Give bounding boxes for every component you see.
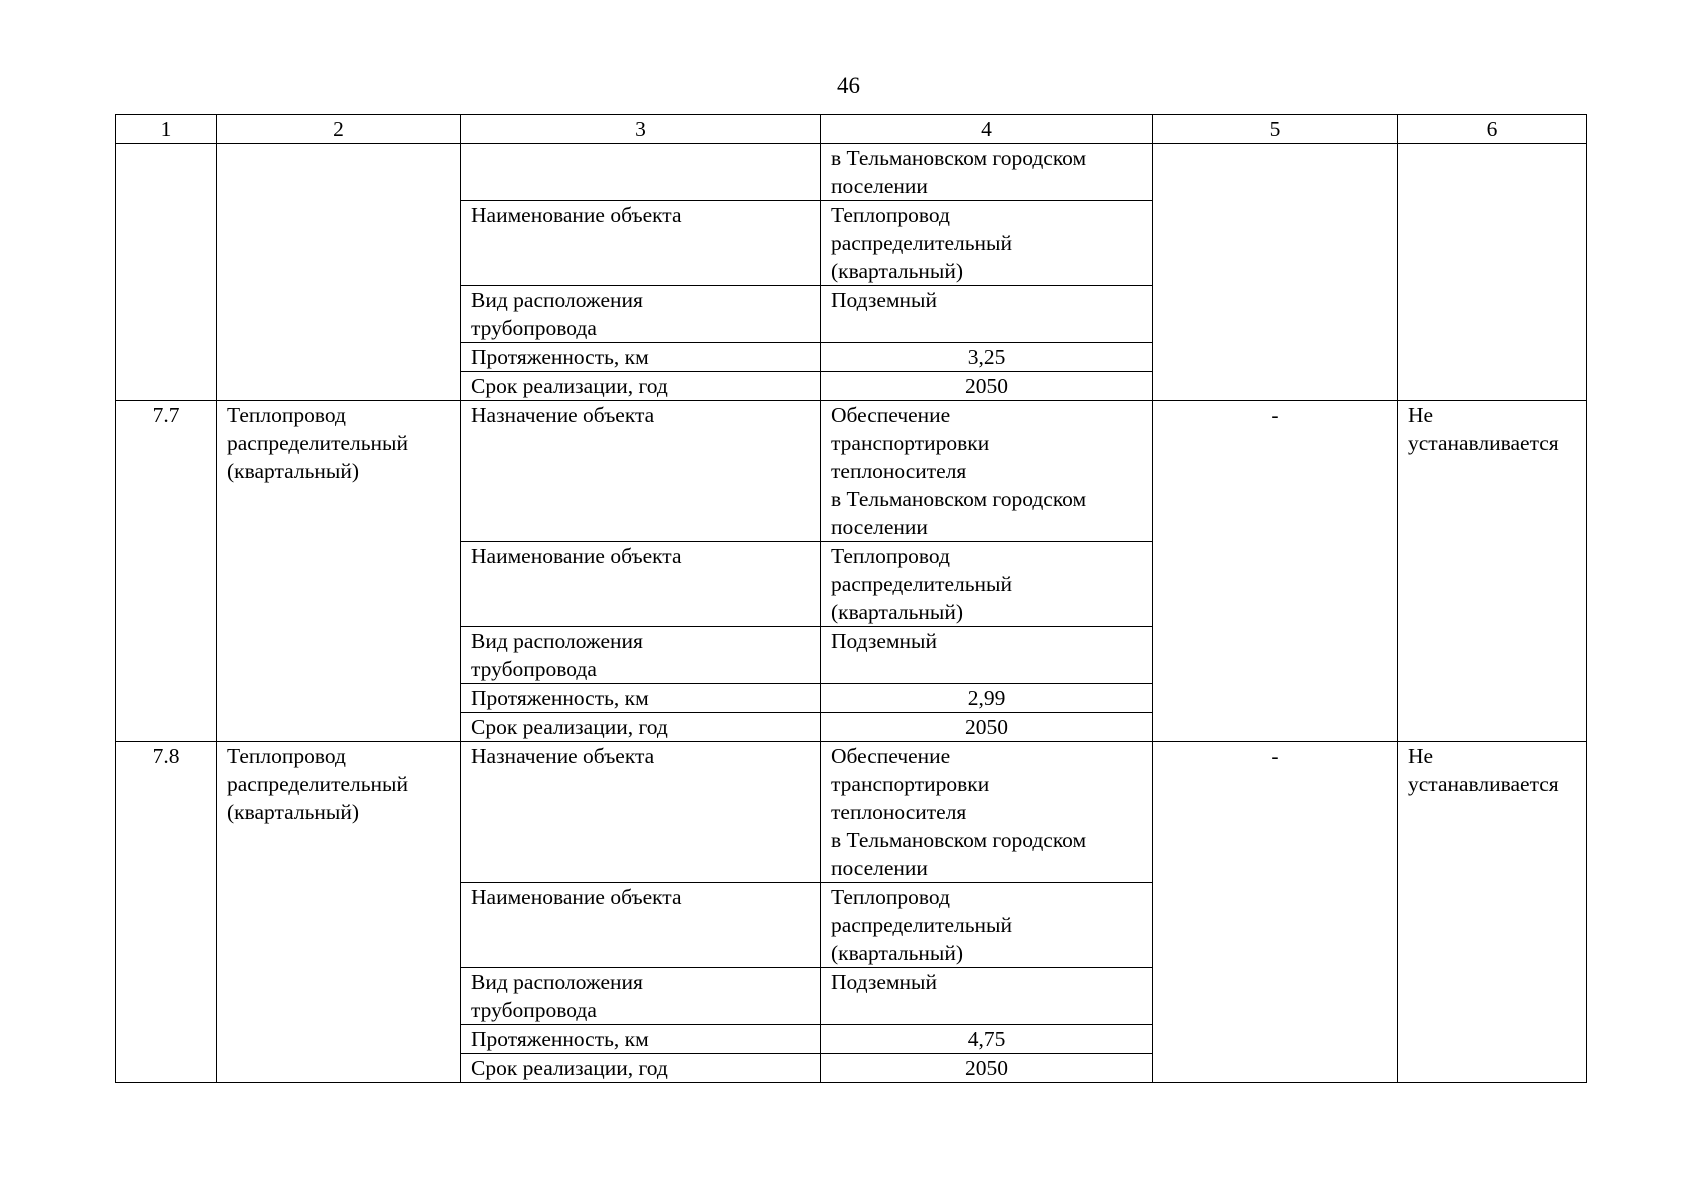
param-name: Назначение объекта: [461, 401, 821, 542]
table-row: [116, 742, 1587, 883]
item-name-cell: [217, 144, 461, 401]
param-name: Протяженность, км: [461, 684, 821, 713]
column-number: 5: [1153, 115, 1398, 144]
param-name: Срок реализации, год: [461, 372, 821, 401]
param-value: Теплопровод распределительный (квартальный): [821, 883, 1153, 968]
item-number-cell: [116, 144, 217, 401]
param-value: Подземный: [821, 968, 1153, 1025]
param-name: Протяженность, км: [461, 1025, 821, 1054]
param-value: Обеспечение транспортировки теплоносителя в Тельмановском городском поселении: [821, 742, 1153, 883]
param-name: Срок реализации, год: [461, 713, 821, 742]
param-value: 2050: [821, 1054, 1153, 1083]
col5-value: -: [1153, 401, 1398, 742]
param-value: Обеспечение транспортировки теплоносителя в Тельмановском городском поселении: [821, 401, 1153, 542]
item-number: 7.7: [116, 401, 217, 742]
param-name: Наименование объекта: [461, 542, 821, 627]
column-number: 3: [461, 115, 821, 144]
col5-cell: [1153, 144, 1398, 401]
param-name: Вид расположения трубопровода: [461, 968, 821, 1025]
param-name: Срок реализации, год: [461, 1054, 821, 1083]
col6-cell: [1398, 144, 1587, 401]
table-row: [116, 144, 1587, 201]
param-value: 3,25: [821, 343, 1153, 372]
column-number: 2: [217, 115, 461, 144]
table-row: [116, 401, 1587, 542]
param-name: Наименование объекта: [461, 201, 821, 286]
param-value: в Тельмановском городском поселении: [821, 144, 1153, 201]
param-value: Подземный: [821, 286, 1153, 343]
item-name: Теплопровод распределительный (квартальный): [217, 742, 461, 1083]
param-value: Теплопровод распределительный (квартальный): [821, 542, 1153, 627]
param-name: Назначение объекта: [461, 742, 821, 883]
param-value: 2,99: [821, 684, 1153, 713]
param-value: 4,75: [821, 1025, 1153, 1054]
column-number: 6: [1398, 115, 1587, 144]
param-value: 2050: [821, 372, 1153, 401]
column-number: 1: [116, 115, 217, 144]
param-name: Вид расположения трубопровода: [461, 627, 821, 684]
col5-value: -: [1153, 742, 1398, 1083]
param-name: Протяженность, км: [461, 343, 821, 372]
document-table: [115, 114, 1587, 1083]
column-number-row: [116, 115, 1587, 144]
page-number: 46: [837, 73, 860, 98]
param-name: Вид расположения трубопровода: [461, 286, 821, 343]
param-value: Подземный: [821, 627, 1153, 684]
col6-value: Не устанавливается: [1398, 401, 1587, 742]
item-name: Теплопровод распределительный (квартальный): [217, 401, 461, 742]
param-value: Теплопровод распределительный (квартальный): [821, 201, 1153, 286]
col6-value: Не устанавливается: [1398, 742, 1587, 1083]
param-name: [461, 144, 821, 201]
param-name: Наименование объекта: [461, 883, 821, 968]
param-value: 2050: [821, 713, 1153, 742]
item-number: 7.8: [116, 742, 217, 1083]
column-number: 4: [821, 115, 1153, 144]
